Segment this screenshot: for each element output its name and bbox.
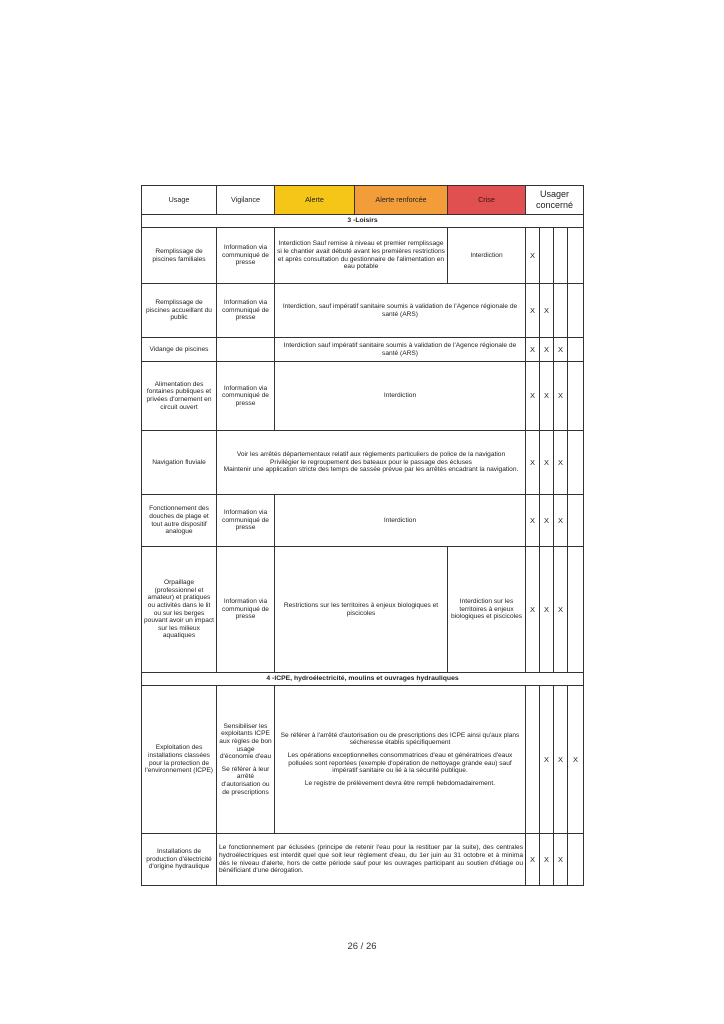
usager-mark bbox=[568, 431, 584, 495]
measure-line: Se référer à l'arrêté d'autorisation ou de prescriptions des ICPE ainsi qu'aux plans sécheresse établis spécifiquement bbox=[280, 731, 520, 747]
vigilance-cell bbox=[217, 338, 275, 362]
measure-line: Le registre de prélèvement devra être rempli hebdomadairement. bbox=[304, 779, 496, 787]
usage-cell: Installations de production d'électricité d'origine hydraulique bbox=[142, 834, 217, 886]
usage-cell: Fonctionnement des douches de plage et tout autre dispositif analogue bbox=[142, 495, 217, 547]
usager-mark: X bbox=[554, 362, 568, 431]
usager-mark: X bbox=[554, 834, 568, 886]
usager-mark: X bbox=[526, 495, 540, 547]
vigilance-cell: Information via communiqué de presse bbox=[217, 362, 275, 431]
usager-mark bbox=[568, 362, 584, 431]
vigilance-cell: Information via communiqué de presse bbox=[217, 547, 275, 673]
usager-mark bbox=[554, 228, 568, 284]
header-alerte-renforcee: Alerte renforcée bbox=[355, 186, 448, 215]
restrictions-table bbox=[141, 185, 584, 886]
usage-cell: Alimentation des fontaines publiques et privées d'ornement en circuit ouvert bbox=[142, 362, 217, 431]
usager-mark: X bbox=[526, 284, 540, 338]
usager-mark: X bbox=[540, 431, 554, 495]
usager-mark: X bbox=[568, 686, 584, 834]
vigilance-cell: Information via communiqué de presse bbox=[217, 495, 275, 547]
usager-mark: X bbox=[540, 362, 554, 431]
usager-mark bbox=[568, 284, 584, 338]
usager-mark: X bbox=[554, 431, 568, 495]
page-number: 26 / 26 bbox=[347, 941, 377, 952]
header-vigilance: Vigilance bbox=[217, 186, 275, 215]
usager-mark bbox=[568, 834, 584, 886]
vigilance-line: Se référer à leur arrêté d'autorisation ou de prescriptions bbox=[221, 765, 270, 796]
table-row bbox=[142, 228, 584, 284]
usager-mark bbox=[526, 686, 540, 834]
usage-cell: Exploitation des installations classées pour la protection de l'environnement (ICPE) bbox=[142, 686, 217, 834]
usager-mark bbox=[540, 228, 554, 284]
header-usage: Usage bbox=[142, 186, 217, 215]
header-alerte: Alerte bbox=[275, 186, 355, 215]
usager-mark: X bbox=[540, 338, 554, 362]
usager-mark: X bbox=[526, 362, 540, 431]
measure-cell: Restrictions sur les territoires à enjeux biologiques et piscicoles bbox=[275, 547, 448, 673]
usage-cell: Remplissage de piscines familiales bbox=[142, 228, 217, 284]
usager-mark bbox=[554, 284, 568, 338]
usager-mark: X bbox=[540, 686, 554, 834]
restrictions-table-sheet bbox=[141, 185, 583, 886]
vigilance-line: Sensibiliser les exploitants ICPE aux règles de bon usage d'économie d'eau bbox=[219, 722, 272, 761]
usager-mark: X bbox=[540, 834, 554, 886]
measure-cell bbox=[275, 686, 526, 834]
table-row bbox=[142, 362, 584, 431]
table-row bbox=[142, 547, 584, 673]
measure-cell: Interdiction bbox=[275, 362, 526, 431]
header-row bbox=[142, 186, 584, 215]
usager-mark: X bbox=[526, 228, 540, 284]
measure-cell bbox=[217, 431, 526, 495]
measure-cell: Le fonctionnement par éclusées (principe de retenir l'eau pour la restituer par la suite), des centrales hydroélectriques est interdit quel que soit leur règlement d'eau, du 1er juin au 31 octobre et à minima dès le niveau d'alerte, hors de cette période sauf pour les ouvrages participant au soutien d'étiage ou bénéficiant d'une dérogation. bbox=[217, 834, 526, 886]
usager-mark: X bbox=[554, 338, 568, 362]
usager-mark: X bbox=[540, 547, 554, 673]
usager-mark bbox=[568, 547, 584, 673]
usager-mark: X bbox=[554, 686, 568, 834]
section-loisirs: 3 -Loisirs bbox=[142, 215, 584, 228]
usager-mark: X bbox=[554, 547, 568, 673]
header-crise: Crise bbox=[448, 186, 526, 215]
section-icpe: 4 -ICPE, hydroélectricité, moulins et ouvrages hydrauliques bbox=[142, 673, 584, 686]
table-row bbox=[142, 284, 584, 338]
measure-cell: Interdiction Sauf remise à niveau et premier remplissage si le chantier avait débuté avant les premières restrictions et après consultation du gestionnaire de l'alimentation en eau potable bbox=[275, 228, 448, 284]
vigilance-cell: Information via communiqué de presse bbox=[217, 284, 275, 338]
usager-mark: X bbox=[526, 834, 540, 886]
crise-cell: Interdiction bbox=[448, 228, 526, 284]
measure-line: Voir les arrêtés départementaux relatif aux règlements particuliers de police de la navigation bbox=[236, 451, 506, 459]
usage-cell: Orpaillage (professionnel et amateur) et pratiques ou activités dans le lit ou sur les berges pouvant avoir un impact sur les milieux aquatiques bbox=[142, 547, 217, 673]
measure-line: Maintenir une application stricte des temps de sassée prévue par les arrêtés encadrant la navigation. bbox=[223, 466, 519, 474]
usage-cell: Vidange de piscines bbox=[142, 338, 217, 362]
vigilance-cell: Information via communiqué de presse bbox=[217, 228, 275, 284]
usager-mark: X bbox=[540, 284, 554, 338]
table-row bbox=[142, 431, 584, 495]
usager-mark: X bbox=[526, 338, 540, 362]
usager-mark: X bbox=[526, 431, 540, 495]
usage-cell: Remplissage de piscines accueillant du public bbox=[142, 284, 217, 338]
header-usager-concerne: Usager concerné bbox=[526, 186, 584, 215]
vigilance-cell bbox=[217, 686, 275, 834]
measure-line: Les opérations exceptionnelles consommatrices d'eau et génératrices d'eaux polluées sont reportées (exemple d'opération de nettoyage grande eau) sauf impératif sanitaire ou lié à la sécurité publique. bbox=[287, 751, 513, 775]
usager-mark bbox=[568, 495, 584, 547]
usager-mark bbox=[568, 338, 584, 362]
usager-mark: X bbox=[554, 495, 568, 547]
usager-mark: X bbox=[526, 547, 540, 673]
table-row bbox=[142, 495, 584, 547]
measure-cell: Interdiction sauf impératif sanitaire soumis à validation de l'Agence régionale de santé (ARS) bbox=[275, 338, 526, 362]
table-row bbox=[142, 338, 584, 362]
usage-cell: Navigation fluviale bbox=[142, 431, 217, 495]
usager-mark: X bbox=[540, 495, 554, 547]
usager-mark bbox=[568, 228, 584, 284]
measure-cell: Interdiction bbox=[275, 495, 526, 547]
table-row bbox=[142, 686, 584, 834]
table-row bbox=[142, 834, 584, 886]
measure-line: Privilégier le regroupement des bateaux pour le passage des écluses bbox=[270, 458, 472, 466]
crise-cell: Interdiction sur les territoires à enjeux biologiques et piscicoles bbox=[448, 547, 526, 673]
measure-cell: Interdiction, sauf impératif sanitaire soumis à validation de l'Agence régionale de santé (ARS) bbox=[275, 284, 526, 338]
